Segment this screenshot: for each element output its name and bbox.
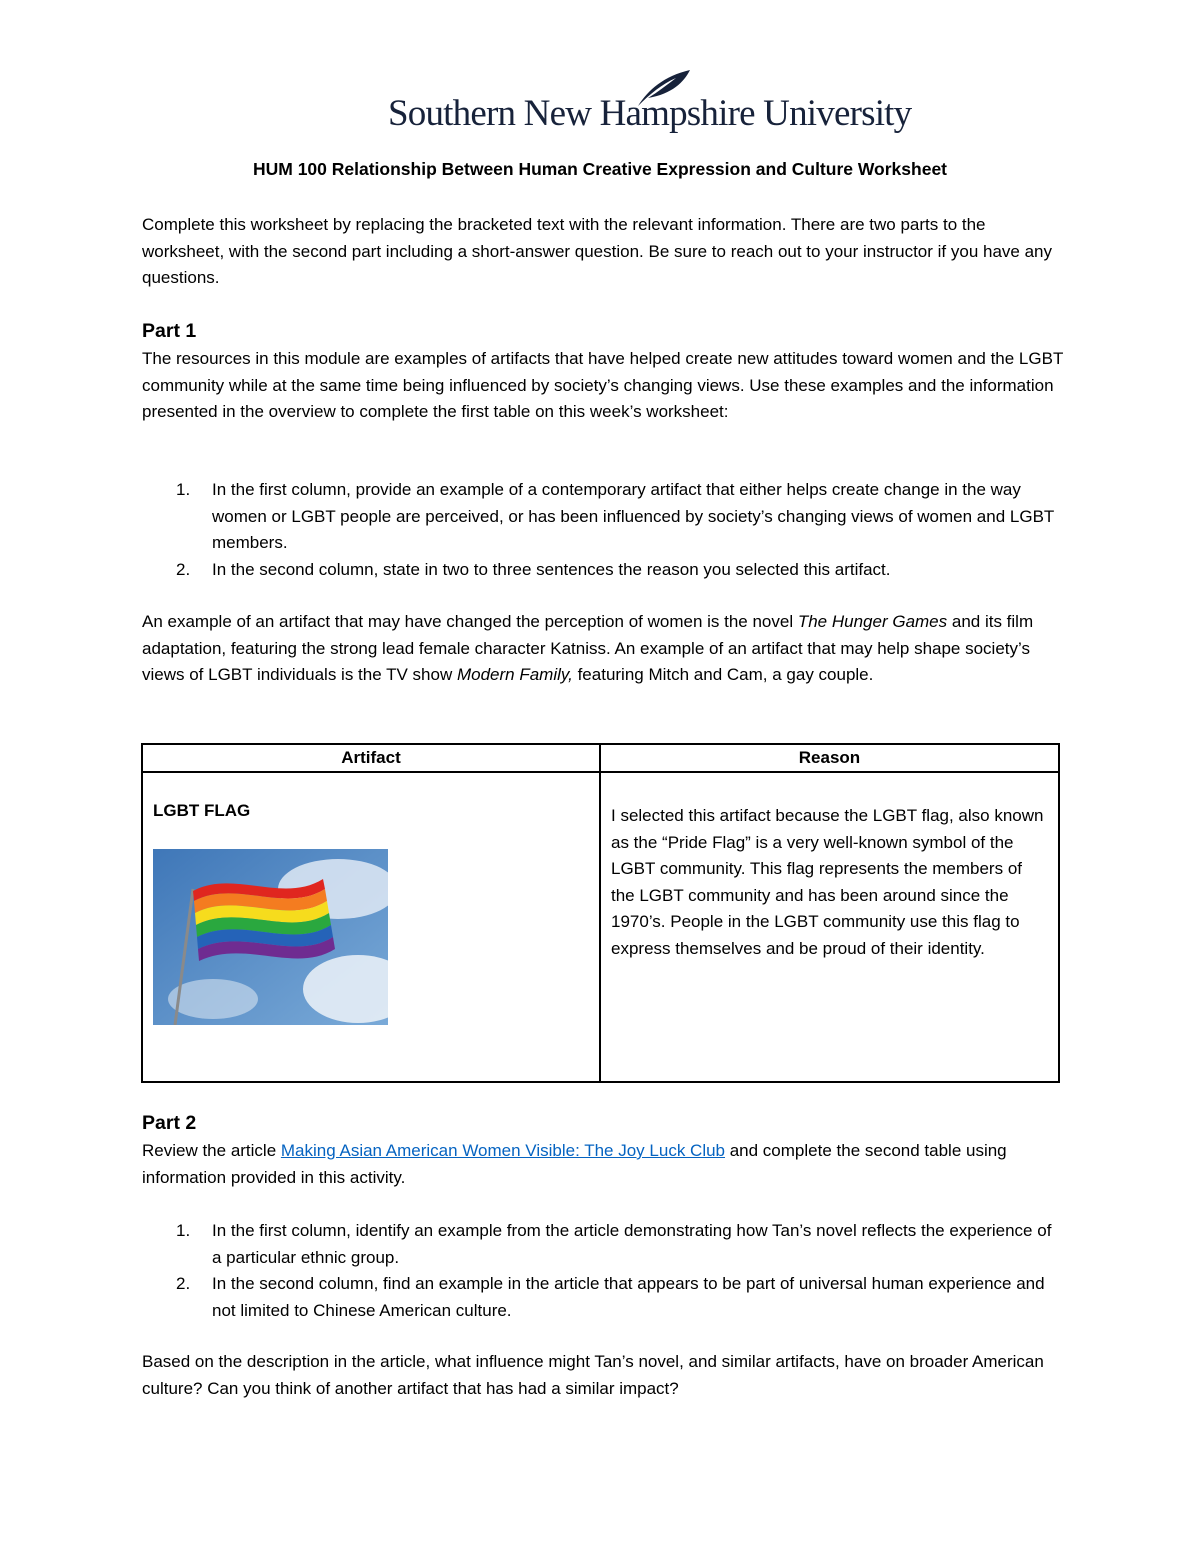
reason-cell[interactable]: I selected this artifact because the LGBT flag, also known as the “Pride Flag” is a very well-known symbol of the LGBT community. This flag represents the members of the LGBT community and has been around since the 1970’s. People in the LGBT community use this flag to express themselves and be proud of their identity. [600,772,1059,1082]
artifact-cell[interactable] [142,772,600,1082]
part1-example-paragraph: An example of an artifact that may have changed the perception of women is the novel The Hunger Games and its film adaptation, featuring the strong lead female character Katniss. An example of an artifact that may help shape society’s views of LGBT individuals is the TV show Modern Family, featuring Mitch and Cam, a gay couple. [142,612,1034,684]
artifact-table [141,743,1060,1083]
list-item: 2. In the second column, state in two to three sentences the reason you selected this artifact. [176,559,891,579]
part1-paragraph: The resources in this module are examples of artifacts that have helped create new attitudes toward women and the LGBT community while at the same time being influenced by society’s changing views. Use these examples and the information presented in the overview to complete the first table on this week’s worksheet: [142,349,1064,421]
list-item: 2. In the second column, find an example in the article that appears to be part of universal human experience and not limited to Chinese American culture. [176,1274,1045,1320]
flag-stripes [193,879,335,961]
part2-paragraph: Review the article Making Asian American Women Visible: The Joy Luck Club and complete the second table using information provided in this activity. [142,1141,1007,1187]
leaf-icon [634,68,694,108]
pride-flag-image [153,849,388,1025]
table-header-reason: Reason [600,744,1059,772]
intro-paragraph: Complete this worksheet by replacing the bracketed text with the relevant information. There are two parts to the worksheet, with the second part including a short-answer question. Be sure to reach out to your instructor if you have any questions. [142,215,1052,287]
part1-heading: Part 1 [142,320,197,342]
logo-wordmark: Southern New Hampshire University [388,93,912,134]
university-logo [388,68,912,140]
artifact-label: LGBT FLAG [153,801,251,820]
part2-heading: Part 2 [142,1112,197,1134]
part2-steps [142,1218,1062,1324]
article-link[interactable]: Making Asian American Women Visible: The Joy Luck Club [280,1141,725,1160]
list-item: 1. In the first column, identify an example from the article demonstrating how Tan’s novel reflects the experience of a particular ethnic group. [176,1221,1052,1267]
part1-steps [142,477,1062,583]
worksheet-title: HUM 100 Relationship Between Human Creative Expression and Culture Worksheet [252,159,948,179]
table-header-artifact: Artifact [142,744,600,772]
part2-question: Based on the description in the article, what influence might Tan’s novel, and similar artifacts, have on broader American culture? Can you think of another artifact that has had a similar impact? [142,1352,1044,1398]
list-item: 1. In the first column, provide an example of a contemporary artifact that either helps create change in the way women or LGBT people are perceived, or has been influenced by society’s changing views of women and LGBT members. [176,480,1054,552]
